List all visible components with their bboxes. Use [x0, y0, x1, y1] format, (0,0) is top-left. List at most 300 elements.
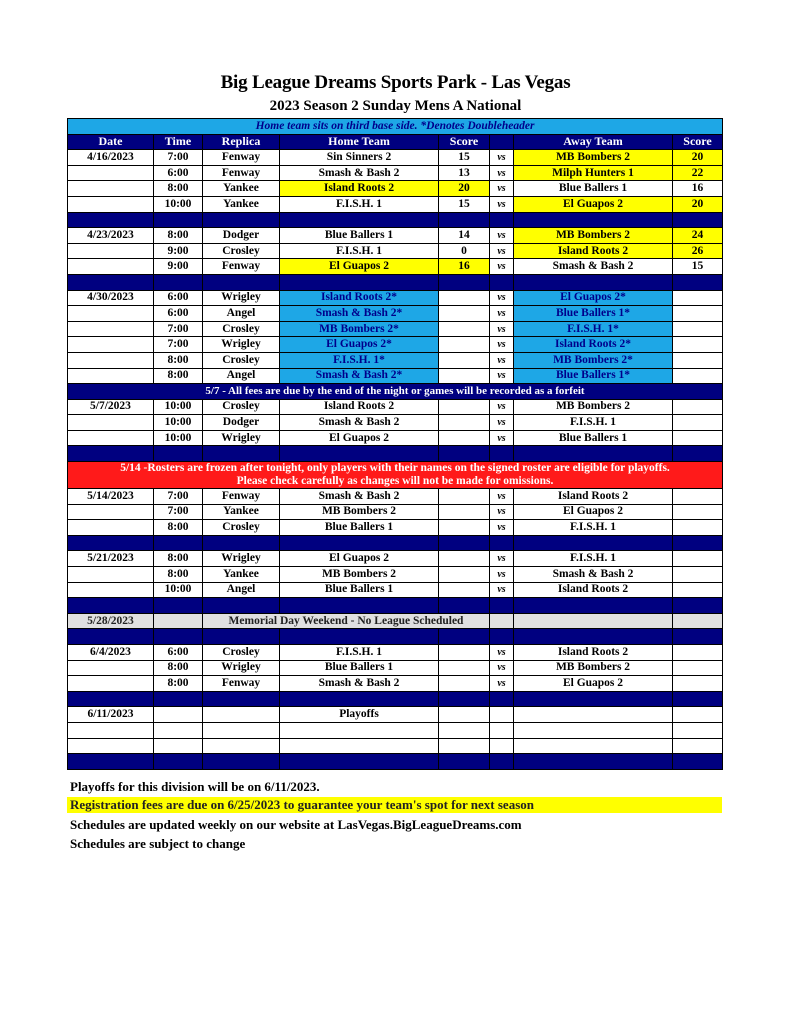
- vs-label: vs: [490, 306, 514, 322]
- date-cell: [68, 430, 154, 446]
- holiday-text: Memorial Day Weekend - No League Scheduled: [203, 613, 490, 629]
- separator-row: [68, 274, 723, 290]
- fee-notice: 5/7 - All fees are due by the end of the night or games will be recorded as a forfeit: [68, 384, 723, 400]
- away-score-cell: 20: [673, 196, 723, 212]
- time-cell: 7:00: [154, 321, 203, 337]
- separator-cell: [673, 691, 723, 707]
- empty-cell: [490, 707, 514, 723]
- replica-cell: Fenway: [203, 165, 280, 181]
- separator-cell: [490, 212, 514, 228]
- time-cell: 10:00: [154, 196, 203, 212]
- empty-cell: [68, 738, 154, 754]
- home-score-cell: 15: [439, 150, 490, 166]
- game-row: [68, 582, 723, 598]
- home-team-cell: Smash & Bash 2: [280, 676, 439, 692]
- away-score-cell: [673, 645, 723, 661]
- game-row: [68, 290, 723, 306]
- separator-row: [68, 629, 723, 645]
- change-note: Schedules are subject to change: [70, 836, 246, 851]
- separator-cell: [439, 535, 490, 551]
- vs-label: vs: [490, 165, 514, 181]
- date-cell: 5/21/2023: [68, 551, 154, 567]
- vs-label: vs: [490, 567, 514, 583]
- replica-cell: Crosley: [203, 352, 280, 368]
- away-score-cell: 15: [673, 259, 723, 275]
- vs-label: vs: [490, 520, 514, 536]
- vs-label: vs: [490, 660, 514, 676]
- game-row: [68, 181, 723, 197]
- date-cell: 4/30/2023: [68, 290, 154, 306]
- away-team-cell: El Guapos 2*: [514, 290, 673, 306]
- home-team-cell: El Guapos 2: [280, 259, 439, 275]
- col-header-vs: [490, 134, 514, 150]
- separator-row: [68, 535, 723, 551]
- away-team-cell: F.I.S.H. 1*: [514, 321, 673, 337]
- date-cell: [68, 181, 154, 197]
- date-cell: [68, 504, 154, 520]
- separator-cell: [514, 274, 673, 290]
- empty-cell: [203, 738, 280, 754]
- separator-cell: [439, 212, 490, 228]
- separator-cell: [203, 535, 280, 551]
- separator-cell: [514, 446, 673, 462]
- separator-cell: [280, 598, 439, 614]
- vs-label: vs: [490, 551, 514, 567]
- date-cell: [68, 165, 154, 181]
- home-score-cell: [439, 337, 490, 353]
- away-team-cell: Island Roots 2: [514, 243, 673, 259]
- date-cell: [68, 352, 154, 368]
- away-score-cell: 16: [673, 181, 723, 197]
- empty-cell: [490, 738, 514, 754]
- away-score-cell: [673, 399, 723, 415]
- time-cell: 7:00: [154, 337, 203, 353]
- time-cell: 9:00: [154, 243, 203, 259]
- time-cell: 8:00: [154, 567, 203, 583]
- date-cell: [68, 306, 154, 322]
- away-team-cell: Island Roots 2: [514, 489, 673, 505]
- date-cell: 6/4/2023: [68, 645, 154, 661]
- separator-cell: [490, 535, 514, 551]
- home-score-cell: [439, 306, 490, 322]
- game-row: [68, 415, 723, 431]
- separator-cell: [673, 446, 723, 462]
- empty-cell: [514, 707, 673, 723]
- game-row: [68, 645, 723, 661]
- away-team-cell: MB Bombers 2: [514, 150, 673, 166]
- away-team-cell: Island Roots 2*: [514, 337, 673, 353]
- vs-label: vs: [490, 489, 514, 505]
- empty-cell: [280, 722, 439, 738]
- time-cell: 8:00: [154, 660, 203, 676]
- time-cell: 7:00: [154, 489, 203, 505]
- date-cell: [68, 196, 154, 212]
- vs-label: vs: [490, 243, 514, 259]
- away-score-cell: [673, 368, 723, 384]
- separator-cell: [490, 629, 514, 645]
- vs-label: vs: [490, 352, 514, 368]
- time-cell: 6:00: [154, 290, 203, 306]
- game-row: [68, 489, 723, 505]
- home-team-cell: El Guapos 2: [280, 430, 439, 446]
- replica-cell: Crosley: [203, 520, 280, 536]
- separator-cell: [673, 535, 723, 551]
- separator-cell: [154, 535, 203, 551]
- away-score-cell: [673, 504, 723, 520]
- date-cell: 5/14/2023: [68, 489, 154, 505]
- vs-label: vs: [490, 582, 514, 598]
- separator-cell: [203, 598, 280, 614]
- separator-cell: [154, 274, 203, 290]
- date-cell: 4/23/2023: [68, 228, 154, 244]
- away-team-cell: [514, 613, 673, 629]
- separator-cell: [203, 446, 280, 462]
- replica-cell: Fenway: [203, 489, 280, 505]
- separator-cell: [439, 446, 490, 462]
- separator-row: [68, 754, 723, 770]
- away-score-cell: [673, 489, 723, 505]
- separator-cell: [203, 691, 280, 707]
- away-score-cell: [673, 290, 723, 306]
- separator-cell: [203, 212, 280, 228]
- away-score-cell: [673, 551, 723, 567]
- separator-cell: [439, 691, 490, 707]
- empty-cell: [439, 722, 490, 738]
- page-subtitle: 2023 Season 2 Sunday Mens A National: [269, 98, 522, 114]
- home-score-cell: [439, 520, 490, 536]
- away-team-cell: MB Bombers 2: [514, 399, 673, 415]
- note-row: [68, 119, 723, 135]
- time-cell: 8:00: [154, 181, 203, 197]
- home-team-cell: MB Bombers 2: [280, 504, 439, 520]
- playoffs-label: Playoffs: [280, 707, 439, 723]
- vs-label: vs: [490, 415, 514, 431]
- roster-alert-line1: 5/14 -Rosters are frozen after tonight, only players with their names on the signed roster are eligible for playoffs.: [120, 462, 670, 475]
- separator-cell: [280, 691, 439, 707]
- empty-cell: [514, 738, 673, 754]
- home-team-cell: Sin Sinners 2: [280, 150, 439, 166]
- replica-cell: Angel: [203, 582, 280, 598]
- col-header-away-score: Score: [673, 134, 723, 150]
- time-cell: 6:00: [154, 306, 203, 322]
- time-cell: 10:00: [154, 399, 203, 415]
- away-score-cell: [673, 520, 723, 536]
- separator-cell: [514, 754, 673, 770]
- replica-cell: Yankee: [203, 504, 280, 520]
- game-row: [68, 430, 723, 446]
- doubleheader-note: Home team sits on third base side. *Denotes Doubleheader: [68, 119, 723, 135]
- col-header-home-team: Home Team: [280, 134, 439, 150]
- empty-cell: [490, 722, 514, 738]
- separator-cell: [203, 629, 280, 645]
- separator-cell: [154, 212, 203, 228]
- time-cell: 9:00: [154, 259, 203, 275]
- vs-label: vs: [490, 645, 514, 661]
- replica-cell: Yankee: [203, 181, 280, 197]
- game-row: [68, 368, 723, 384]
- vs-label: vs: [490, 321, 514, 337]
- vs-label: vs: [490, 676, 514, 692]
- away-score-cell: [673, 567, 723, 583]
- game-row: [68, 567, 723, 583]
- game-row: [68, 228, 723, 244]
- separator-cell: [154, 691, 203, 707]
- empty-cell: [68, 722, 154, 738]
- date-cell: [68, 520, 154, 536]
- home-score-cell: [439, 430, 490, 446]
- game-row: [68, 337, 723, 353]
- vs-label: vs: [490, 368, 514, 384]
- separator-cell: [154, 446, 203, 462]
- away-team-cell: Blue Ballers 1*: [514, 306, 673, 322]
- separator-cell: [68, 446, 154, 462]
- website-note: Schedules are updated weekly on our website at LasVegas.BigLeagueDreams.com: [70, 817, 522, 832]
- vs-label: vs: [490, 150, 514, 166]
- replica-cell: Crosley: [203, 399, 280, 415]
- home-score-cell: [439, 582, 490, 598]
- separator-row: [68, 212, 723, 228]
- vs-label: vs: [490, 196, 514, 212]
- separator-cell: [490, 598, 514, 614]
- col-header-away-team: Away Team: [514, 134, 673, 150]
- home-score-cell: [439, 645, 490, 661]
- home-score-cell: 20: [439, 181, 490, 197]
- date-cell: [68, 259, 154, 275]
- vs-label: vs: [490, 337, 514, 353]
- replica-cell: Dodger: [203, 228, 280, 244]
- date-cell: [68, 415, 154, 431]
- home-team-cell: F.I.S.H. 1: [280, 243, 439, 259]
- away-team-cell: Milph Hunters 1: [514, 165, 673, 181]
- separator-cell: [439, 629, 490, 645]
- home-score-cell: 14: [439, 228, 490, 244]
- time-cell: 10:00: [154, 582, 203, 598]
- home-team-cell: Smash & Bash 2*: [280, 306, 439, 322]
- home-score-cell: [439, 567, 490, 583]
- separator-cell: [280, 274, 439, 290]
- empty-cell: [154, 738, 203, 754]
- replica-cell: Angel: [203, 306, 280, 322]
- schedule-table: [67, 118, 723, 770]
- separator-cell: [514, 598, 673, 614]
- time-cell: 10:00: [154, 415, 203, 431]
- home-team-cell: El Guapos 2: [280, 551, 439, 567]
- separator-cell: [673, 274, 723, 290]
- vs-label: vs: [490, 181, 514, 197]
- away-team-cell: F.I.S.H. 1: [514, 551, 673, 567]
- separator-cell: [68, 691, 154, 707]
- home-team-cell: Smash & Bash 2*: [280, 368, 439, 384]
- away-team-cell: Blue Ballers 1: [514, 181, 673, 197]
- replica-cell: Crosley: [203, 321, 280, 337]
- empty-row: [68, 738, 723, 754]
- separator-cell: [280, 629, 439, 645]
- home-score-cell: [439, 290, 490, 306]
- empty-cell: [280, 738, 439, 754]
- replica-cell: Fenway: [203, 676, 280, 692]
- replica-cell: [203, 707, 280, 723]
- replica-cell: Yankee: [203, 567, 280, 583]
- fee-notice-row: [68, 384, 723, 400]
- separator-cell: [673, 598, 723, 614]
- home-team-cell: MB Bombers 2*: [280, 321, 439, 337]
- game-row: [68, 551, 723, 567]
- home-team-cell: F.I.S.H. 1: [280, 645, 439, 661]
- separator-cell: [490, 446, 514, 462]
- time-cell: 7:00: [154, 150, 203, 166]
- away-team-cell: Smash & Bash 2: [514, 259, 673, 275]
- date-cell: [68, 368, 154, 384]
- separator-cell: [490, 691, 514, 707]
- away-team-cell: MB Bombers 2: [514, 660, 673, 676]
- separator-cell: [514, 691, 673, 707]
- home-score-cell: [439, 399, 490, 415]
- away-score-cell: 22: [673, 165, 723, 181]
- home-team-cell: Island Roots 2*: [280, 290, 439, 306]
- col-header-time: Time: [154, 134, 203, 150]
- date-cell: 6/11/2023: [68, 707, 154, 723]
- col-header-replica: Replica: [203, 134, 280, 150]
- separator-cell: [68, 754, 154, 770]
- empty-cell: [514, 722, 673, 738]
- away-team-cell: MB Bombers 2: [514, 228, 673, 244]
- game-row: [68, 676, 723, 692]
- replica-cell: Fenway: [203, 259, 280, 275]
- date-cell: [68, 243, 154, 259]
- away-score-cell: 26: [673, 243, 723, 259]
- away-team-cell: El Guapos 2: [514, 504, 673, 520]
- col-header-date: Date: [68, 134, 154, 150]
- home-team-cell: Blue Ballers 1: [280, 520, 439, 536]
- roster-alert: [68, 462, 723, 489]
- col-header-home-score: Score: [439, 134, 490, 150]
- time-cell: [154, 707, 203, 723]
- separator-cell: [439, 274, 490, 290]
- separator-cell: [154, 629, 203, 645]
- separator-cell: [673, 754, 723, 770]
- date-cell: 5/7/2023: [68, 399, 154, 415]
- game-row: [68, 259, 723, 275]
- time-cell: 8:00: [154, 352, 203, 368]
- time-cell: 6:00: [154, 165, 203, 181]
- away-score-cell: 24: [673, 228, 723, 244]
- empty-cell: [673, 722, 723, 738]
- away-team-cell: Smash & Bash 2: [514, 567, 673, 583]
- game-row: [68, 520, 723, 536]
- separator-cell: [203, 274, 280, 290]
- home-team-cell: Smash & Bash 2: [280, 415, 439, 431]
- empty-cell: [673, 738, 723, 754]
- home-score-cell: [439, 504, 490, 520]
- separator-cell: [280, 535, 439, 551]
- date-cell: 4/16/2023: [68, 150, 154, 166]
- time-cell: 8:00: [154, 676, 203, 692]
- game-row: [68, 196, 723, 212]
- separator-cell: [673, 212, 723, 228]
- away-team-cell: El Guapos 2: [514, 196, 673, 212]
- away-team-cell: F.I.S.H. 1: [514, 520, 673, 536]
- date-cell: [68, 321, 154, 337]
- vs-label: vs: [490, 504, 514, 520]
- vs-label: vs: [490, 290, 514, 306]
- separator-cell: [154, 754, 203, 770]
- time-cell: 8:00: [154, 368, 203, 384]
- home-score-cell: [439, 368, 490, 384]
- empty-cell: [154, 722, 203, 738]
- page-title: Big League Dreams Sports Park - Las Vegas: [220, 72, 571, 93]
- separator-cell: [514, 629, 673, 645]
- separator-cell: [514, 212, 673, 228]
- game-row: [68, 243, 723, 259]
- home-team-cell: Blue Ballers 1: [280, 660, 439, 676]
- vs-label: vs: [490, 228, 514, 244]
- away-score-cell: [673, 321, 723, 337]
- away-score-cell: [673, 613, 723, 629]
- game-row: [68, 150, 723, 166]
- away-team-cell: F.I.S.H. 1: [514, 415, 673, 431]
- away-team-cell: Island Roots 2: [514, 645, 673, 661]
- replica-cell: Fenway: [203, 150, 280, 166]
- home-score-cell: 13: [439, 165, 490, 181]
- roster-alert-line2: Please check carefully as changes will not be made for omissions.: [236, 475, 554, 488]
- separator-cell: [673, 629, 723, 645]
- date-cell: [68, 660, 154, 676]
- replica-cell: Wrigley: [203, 290, 280, 306]
- header-row: [68, 134, 723, 150]
- away-team-cell: MB Bombers 2*: [514, 352, 673, 368]
- replica-cell: Angel: [203, 368, 280, 384]
- away-score-cell: [673, 352, 723, 368]
- game-row: [68, 306, 723, 322]
- home-team-cell: F.I.S.H. 1*: [280, 352, 439, 368]
- away-score-cell: [673, 306, 723, 322]
- empty-cell: [673, 707, 723, 723]
- playoff-row: [68, 707, 723, 723]
- home-score-cell: [439, 415, 490, 431]
- date-cell: [68, 582, 154, 598]
- away-team-cell: Blue Ballers 1*: [514, 368, 673, 384]
- home-team-cell: Island Roots 2: [280, 399, 439, 415]
- home-team-cell: Blue Ballers 1: [280, 228, 439, 244]
- game-row: [68, 399, 723, 415]
- playoffs-note: Playoffs for this division will be on 6/11/2023.: [70, 779, 320, 794]
- replica-cell: Crosley: [203, 243, 280, 259]
- away-score-cell: 20: [673, 150, 723, 166]
- empty-cell: [439, 738, 490, 754]
- replica-cell: Wrigley: [203, 660, 280, 676]
- separator-cell: [439, 598, 490, 614]
- game-row: [68, 165, 723, 181]
- roster-alert-row: [68, 462, 723, 489]
- vs-label: vs: [490, 399, 514, 415]
- away-score-cell: [673, 660, 723, 676]
- separator-row: [68, 691, 723, 707]
- separator-cell: [68, 629, 154, 645]
- replica-cell: Yankee: [203, 196, 280, 212]
- separator-cell: [280, 754, 439, 770]
- separator-cell: [68, 212, 154, 228]
- date-cell: [68, 337, 154, 353]
- away-team-cell: El Guapos 2: [514, 676, 673, 692]
- home-team-cell: Smash & Bash 2: [280, 489, 439, 505]
- replica-cell: Dodger: [203, 415, 280, 431]
- home-score-cell: [439, 352, 490, 368]
- game-row: [68, 504, 723, 520]
- away-score-cell: [673, 676, 723, 692]
- separator-cell: [68, 598, 154, 614]
- game-row: [68, 352, 723, 368]
- vs-label: vs: [490, 430, 514, 446]
